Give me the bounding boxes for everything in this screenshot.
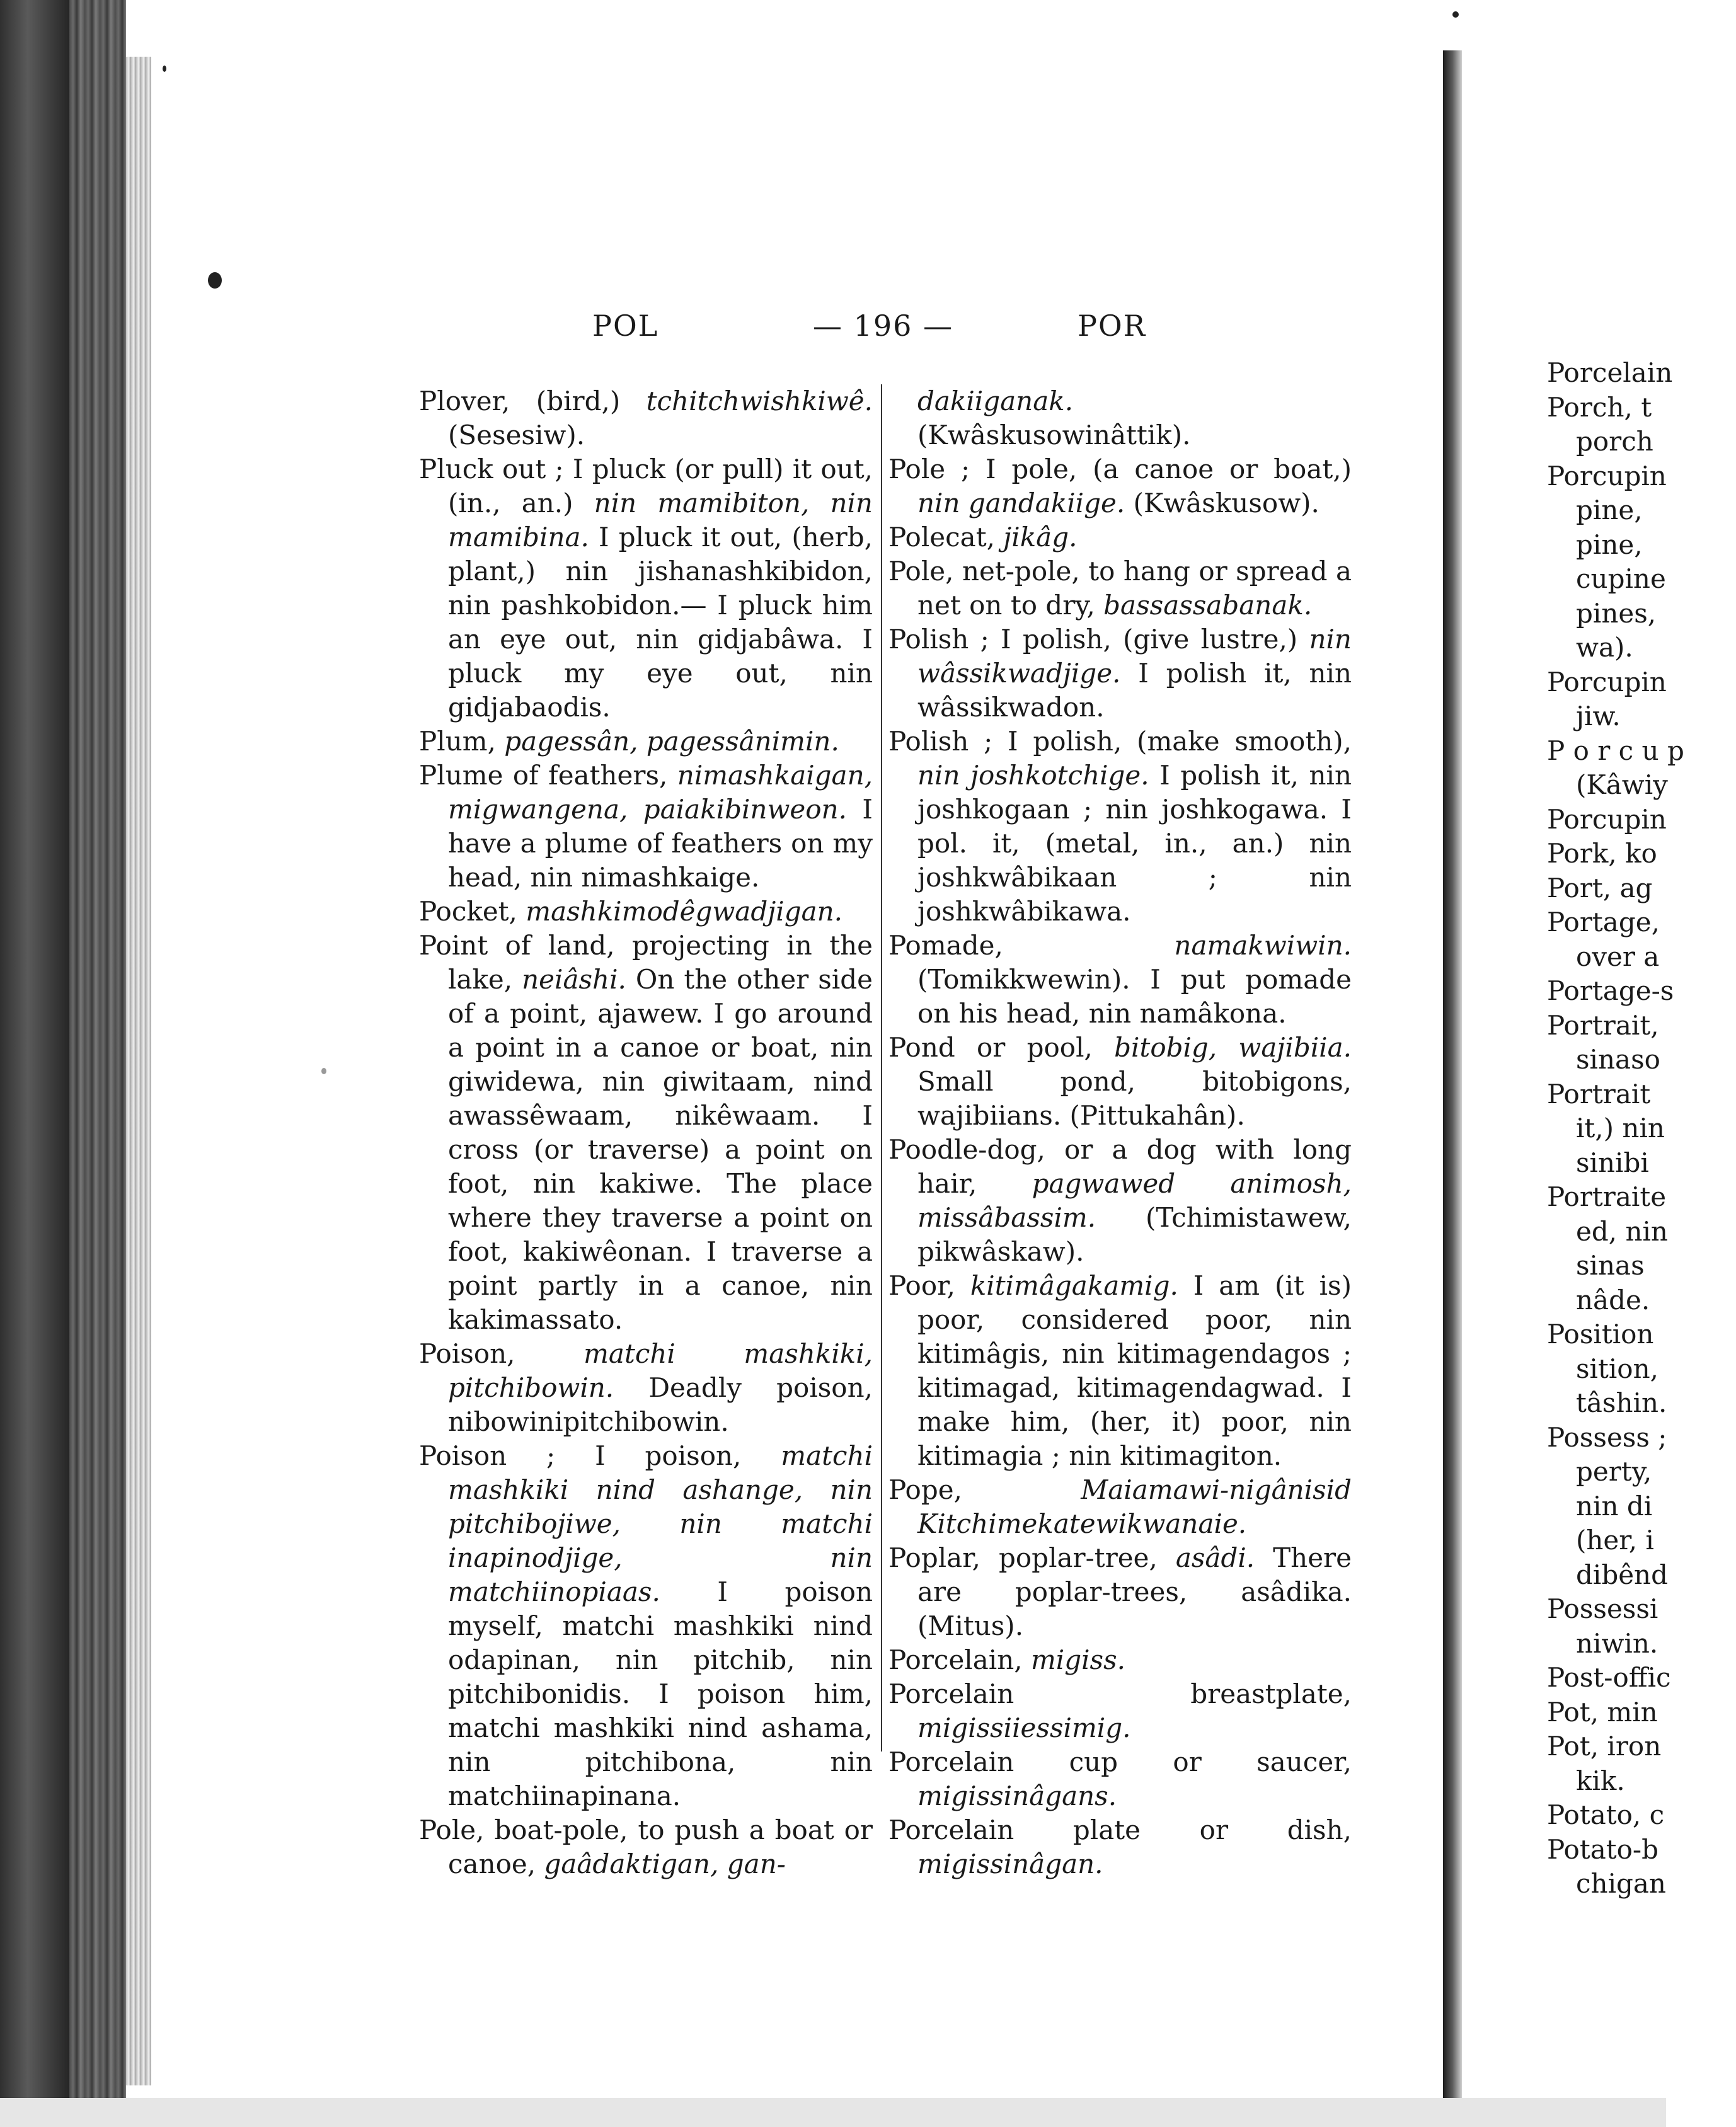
entry-headword: Poodle-dog, or a dog with long hair, <box>888 1134 1352 1199</box>
adjacent-page-fragment: wa). <box>1576 632 1633 663</box>
ink-speck <box>163 66 166 72</box>
adjacent-page-fragment: Porcupin <box>1547 803 1667 835</box>
entry-translation: tchitchwishkiwê. <box>646 386 873 416</box>
page-top-margin <box>151 0 1666 63</box>
dictionary-entry <box>888 1643 1352 1677</box>
page-header <box>592 309 1159 359</box>
entry-headword: Pole, net-pole, to hang or spread a net on to dry, <box>888 556 1352 621</box>
entry-headword: Porcelain plate or dish, <box>888 1815 1352 1845</box>
dictionary-entry <box>888 1031 1352 1133</box>
entry-headword: Pole, boat-pole, to push a boat or canoe, <box>419 1815 873 1879</box>
dictionary-entry <box>888 622 1352 725</box>
entry-translation: pagessân, pagessânimin. <box>504 726 839 757</box>
header-right-guide-word: POR <box>1078 309 1147 343</box>
dictionary-entry <box>419 384 873 452</box>
adjacent-page-fragment: Port, ag <box>1547 872 1653 903</box>
adjacent-page-fragment: P o r c u p <box>1547 735 1684 766</box>
entry-translation: bitobig, wajibiia. <box>1114 1032 1352 1063</box>
adjacent-page-fragment: Porcupin <box>1547 666 1667 697</box>
adjacent-page-fragment: sinaso <box>1576 1044 1660 1075</box>
dictionary-entry <box>888 725 1352 929</box>
entry-translation: nin gandakiige. <box>917 488 1125 519</box>
ink-speck <box>321 1068 326 1074</box>
dictionary-entry <box>888 1541 1352 1643</box>
entry-translation: bassassabanak. <box>1103 590 1313 621</box>
entry-translation: kitimâgakamig. <box>970 1270 1178 1301</box>
adjacent-page-fragment: (Kâwiy <box>1576 769 1668 800</box>
entry-continuation: Deadly poison, nibowinipitchibowin. <box>448 1372 873 1437</box>
dictionary-entry <box>888 1133 1352 1269</box>
adjacent-page-fragment: niwin. <box>1576 1627 1658 1659</box>
entry-translation: dakiiganak. <box>917 386 1074 416</box>
entry-continuation: (Kwâskusow). <box>1125 488 1319 519</box>
adjacent-page-fragment: cupine <box>1576 563 1666 594</box>
entry-headword: Pope, <box>888 1474 1081 1505</box>
adjacent-page-fragment: perty, <box>1576 1456 1652 1487</box>
adjacent-page-fragment: Porcupin <box>1547 460 1667 491</box>
dictionary-entry <box>888 929 1352 1031</box>
entry-translation: migissiiessimig. <box>917 1712 1131 1743</box>
ink-speck <box>208 272 222 289</box>
adjacent-page-column <box>1547 356 1736 1901</box>
dictionary-entry <box>888 1269 1352 1473</box>
adjacent-page-fragment: it,) nin <box>1576 1113 1665 1144</box>
entry-translation: nin mamibiton, nin mamibina. <box>448 488 873 553</box>
entry-headword: Plum, <box>419 726 505 757</box>
entry-translation: nin wâssikwadjige. <box>917 624 1352 689</box>
entry-continuation: I poison myself, matchi mashkiki nind odapinan, nin pitchib, nin pitchibonidis. I poison him, matchi mashkiki nind ashama, nin pitchibona, nin matchiinapinana. <box>448 1576 873 1811</box>
right-column <box>888 384 1352 1881</box>
book-spine-shadow <box>0 0 69 2127</box>
adjacent-page-fragment: pine, <box>1576 495 1643 525</box>
entry-translation: pagwawed animosh, missâbassim. <box>917 1168 1352 1233</box>
dictionary-entry <box>888 1745 1352 1813</box>
adjacent-page-fragment: Potato-b <box>1547 1833 1659 1865</box>
adjacent-page-fragment: pines, <box>1576 597 1657 629</box>
adjacent-page-fragment: nâde. <box>1576 1284 1650 1316</box>
adjacent-page-fragment: Position <box>1547 1319 1654 1350</box>
entry-continuation: (Kwâskusowinâttik). <box>917 420 1191 450</box>
dictionary-entry <box>888 520 1352 554</box>
entry-headword: Plover, (bird,) <box>419 386 647 416</box>
adjacent-page-fragment: Possess ; <box>1547 1421 1667 1453</box>
adjacent-page-fragment: Portage, <box>1547 907 1660 937</box>
dictionary-entry <box>888 1677 1352 1745</box>
adjacent-page-fragment: Post-offic <box>1547 1662 1671 1693</box>
entry-continuation: I polish it, nin joshkogaan ; nin joshkogawa. I pol. it, (metal, in., an.) nin joshkwâbikaan ; nin joshkwâbikawa. <box>917 760 1352 927</box>
entry-continuation: (Sesesiw). <box>448 420 585 450</box>
book-gutter <box>1443 50 1462 2117</box>
entry-continuation: I polish it, nin wâssikwadon. <box>917 658 1352 723</box>
entry-continuation: (Tchimistawew, pikwâskaw). <box>917 1202 1352 1267</box>
entry-translation: matchi mashkiki nind ashange, nin pitchibojiwe, nin matchi inapinodjige, nin matchiinopiaas. <box>448 1440 873 1607</box>
entry-continuation: On the other side of a point, ajawew. I go around a point in a canoe or boat, nin giwidewa, nin giwitaam, nind awassêwaam, nikêwaam. I cross (or traverse) a point on foot, nin kakiwe. The place where they traverse a point on foot, kakiwêonan. I traverse a point partly in a canoe, nin kakimassato. <box>448 964 873 1335</box>
adjacent-page-fragment: chigan <box>1576 1868 1666 1899</box>
dictionary-entry <box>888 554 1352 622</box>
dictionary-entry <box>888 1473 1352 1541</box>
entry-continuation: I am (it is) poor, considered poor, nin kitimâgis, nin kitimagendagos ; kitimagad, kitimagendagwad. I make him, (her, it) poor, nin kitimagia ; nin kitimagiton. <box>917 1270 1352 1471</box>
adjacent-page-fragment: Portrait <box>1547 1078 1651 1109</box>
book-spine <box>69 0 126 2127</box>
entry-translation: migissinâgans. <box>917 1780 1117 1811</box>
entry-continuation: There are poplar-trees, asâdika. (Mitus). <box>917 1542 1352 1641</box>
adjacent-page-fragment: jiw. <box>1576 701 1621 731</box>
adjacent-page-fragment: sition, <box>1576 1353 1658 1384</box>
entry-continuation: I pluck it out, (herb, plant,) nin jishanashkibidon, nin pashkobidon.— I pluck him an eye out, nin gidjabâwa. I pluck my eye out, nin gidjabaodis. <box>448 522 873 723</box>
dictionary-entry <box>419 895 873 929</box>
entry-headword: Polish ; I polish, (make smooth), <box>888 726 1352 757</box>
entry-translation: migissinâgan. <box>917 1849 1103 1879</box>
page-bottom-margin <box>0 2098 1666 2127</box>
dictionary-entry <box>888 452 1352 520</box>
adjacent-page-fragment: Pot, iron <box>1547 1731 1662 1762</box>
entry-translation: nimashkaigan, migwangena, paiakibinweon. <box>448 760 873 825</box>
adjacent-page-fragment: pine, <box>1576 529 1643 560</box>
page-edges <box>126 57 151 2085</box>
entry-headword: Poplar, poplar-tree, <box>888 1542 1176 1573</box>
left-column <box>419 384 873 1881</box>
column-divider <box>881 384 882 1751</box>
entry-headword: Plume of feathers, <box>419 760 677 791</box>
entry-headword: Porcelain, <box>888 1644 1031 1675</box>
dictionary-entry <box>419 759 873 895</box>
dictionary-entry <box>419 929 873 1337</box>
entry-translation: nin joshkotchige. <box>917 760 1149 791</box>
adjacent-page-fragment: Portraite <box>1547 1181 1667 1212</box>
entry-continuation: Small pond, bitobigons, wajibiians. (Pittukahân). <box>917 1066 1352 1131</box>
entry-continuation: I have a plume of feathers on my head, nin nimashkaige. <box>448 794 873 893</box>
entry-translation: neiâshi. <box>522 964 626 995</box>
dictionary-entry <box>419 452 873 725</box>
dictionary-entry <box>419 725 873 759</box>
adjacent-page-fragment: Pot, min <box>1547 1696 1658 1728</box>
adjacent-page-fragment: Potato, c <box>1547 1799 1665 1830</box>
adjacent-page-fragment: Portage-s <box>1547 975 1674 1006</box>
adjacent-page-fragment: Portrait, <box>1547 1009 1659 1041</box>
adjacent-page-fragment: (her, i <box>1576 1525 1654 1556</box>
entry-headword: Poor, <box>888 1270 970 1301</box>
entry-headword: Pond or pool, <box>888 1032 1115 1063</box>
entry-headword: Polish ; I polish, (give lustre,) <box>888 624 1309 655</box>
entry-headword: Point of land, projecting in the lake, <box>419 930 873 995</box>
entry-headword: Poison ; I poison, <box>419 1440 781 1471</box>
adjacent-page-fragment: sinas <box>1576 1250 1645 1281</box>
adjacent-page-fragment: kik. <box>1576 1765 1625 1796</box>
entry-continuation: (Tomikkwewin). I put pomade on his head, nin namâkona. <box>917 964 1352 1029</box>
adjacent-page-fragment: dibênd <box>1576 1559 1668 1590</box>
entry-headword: Polecat, <box>888 522 1004 553</box>
adjacent-page-fragment: sinibi <box>1576 1147 1649 1178</box>
ink-speck <box>1452 11 1459 18</box>
entry-translation: Maiamawi-nigânisid Kitchimekatewikwanaie. <box>917 1474 1352 1539</box>
entry-translation: jikâg. <box>1003 522 1078 553</box>
entry-headword: Pomade, <box>888 930 1175 961</box>
page-number: — 196 — <box>813 309 954 343</box>
entry-translation: namakwiwin. <box>1174 930 1352 961</box>
dictionary-entry <box>888 384 1352 452</box>
adjacent-page-fragment: over a <box>1576 941 1660 972</box>
entry-translation: migiss. <box>1030 1644 1126 1675</box>
adjacent-page-fragment: Possessi <box>1547 1593 1658 1624</box>
entry-headword: Pole ; I pole, (a canoe or boat,) <box>888 454 1352 484</box>
entry-translation: asâdi. <box>1175 1542 1255 1573</box>
header-left-guide-word: POL <box>592 309 659 343</box>
dictionary-entry <box>419 1337 873 1439</box>
entry-headword: Poison, <box>419 1338 584 1369</box>
adjacent-page-fragment: nin di <box>1576 1490 1653 1522</box>
entry-headword: Pocket, <box>419 896 526 927</box>
entry-translation: mashkimodêgwadjigan. <box>526 896 843 927</box>
entry-translation: gaâdaktigan, gan- <box>544 1849 786 1879</box>
adjacent-page-fragment: Pork, ko <box>1547 838 1657 869</box>
adjacent-page-fragment: Porch, t <box>1547 391 1652 423</box>
adjacent-page-fragment: porch <box>1576 426 1653 457</box>
adjacent-page-fragment: ed, nin <box>1576 1215 1668 1247</box>
dictionary-entry <box>888 1813 1352 1881</box>
entry-headword: Porcelain breastplate, <box>888 1678 1352 1709</box>
adjacent-page-fragment: tâshin. <box>1576 1387 1667 1418</box>
entry-headword: Pluck out ; I pluck (or pull) it out, (in., an.) <box>419 454 873 519</box>
adjacent-page-fragment: Porcelain <box>1547 357 1673 388</box>
dictionary-entry <box>419 1439 873 1813</box>
entry-headword: Porcelain cup or saucer, <box>888 1746 1352 1777</box>
dictionary-entry <box>419 1813 873 1881</box>
entry-translation: matchi mashkiki, pitchibowin. <box>448 1338 873 1403</box>
